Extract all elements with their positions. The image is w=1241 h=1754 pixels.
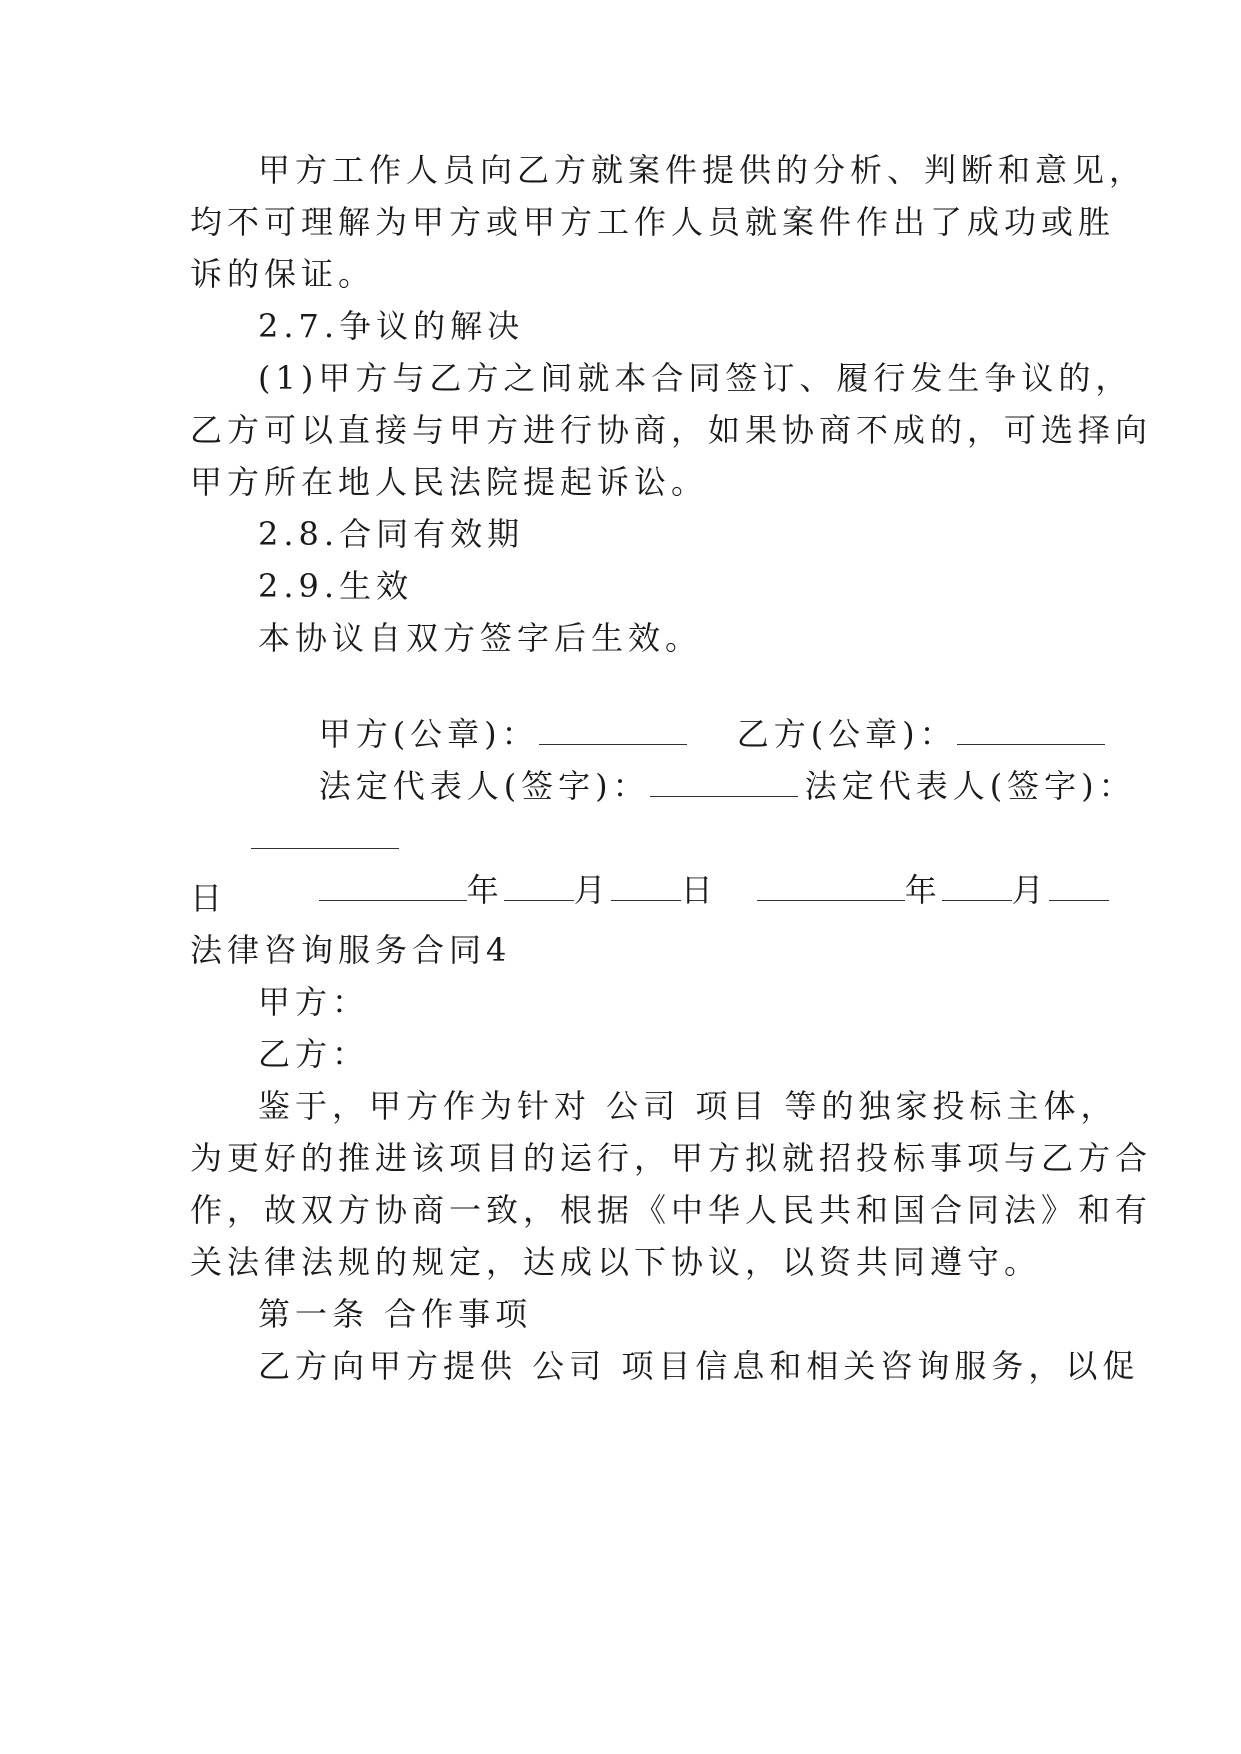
section-heading-2-9: 2.9.生效 [258,567,414,605]
paragraph-line: 为更好的推进该项目的运行，甲方拟就招投标事项与乙方合 [190,1139,1153,1177]
section-heading-2-7: 2.7.争议的解决 [258,307,525,345]
party-b-line: 乙方： [258,1035,370,1073]
year-label: 年 [904,871,942,909]
effective-clause: 本协议自双方签字后生效。 [258,619,703,657]
contract-title: 法律咨询服务合同4 [190,931,512,969]
paragraph-line: 诉的保证。 [190,255,376,293]
paragraph-line: 甲方所在地人民法院提起诉讼。 [190,463,709,501]
month-blank [504,874,574,901]
article-1-text: 乙方向甲方提供 公司 项目信息和相关咨询服务，以促 [258,1347,1140,1385]
year-label: 年 [466,871,504,909]
paragraph-line: 作，故双方协商一致，根据《中华人民共和国合同法》和有 [190,1191,1153,1229]
day-blank [611,874,681,901]
article-1-title: 第一条 合作事项 [258,1295,533,1333]
day-label: 日 [680,871,718,909]
rep-a-label: 法定代表人(签字)： [318,767,650,805]
party-b-seal-label: 乙方(公章)： [736,715,957,753]
party-a-seal-label: 甲方(公章)： [318,715,539,753]
year-blank [319,874,467,901]
month-label: 月 [573,871,611,909]
section-heading-2-8: 2.8.合同有效期 [258,515,525,553]
paragraph-line: 关法律法规的规定，达成以下协议，以资共同遵守。 [190,1243,1042,1281]
rep-b-label: 法定代表人(签字)： [804,767,1136,805]
party-a-line: 甲方： [258,983,370,1021]
month-label: 月 [1011,871,1049,909]
date-day-b: 日 [190,879,228,917]
year-blank [757,874,905,901]
day-blank [1049,874,1109,901]
date-row-b [696,824,1109,956]
paragraph-line: 乙方可以直接与甲方进行协商，如果协商不成的，可选择向 [190,411,1153,449]
paragraph-line: 均不可理解为甲方或甲方工作人员就案件作出了成功或胜 [190,203,1116,241]
paragraph-line: (1)甲方与乙方之间就本合同签订、履行发生争议的， [258,359,1133,397]
month-blank [942,874,1012,901]
paragraph-line: 鉴于，甲方作为针对 公司 项目 等的独家投标主体， [258,1087,1118,1125]
paragraph-line: 甲方工作人员向乙方就案件提供的分析、判断和意见， [258,151,1147,189]
